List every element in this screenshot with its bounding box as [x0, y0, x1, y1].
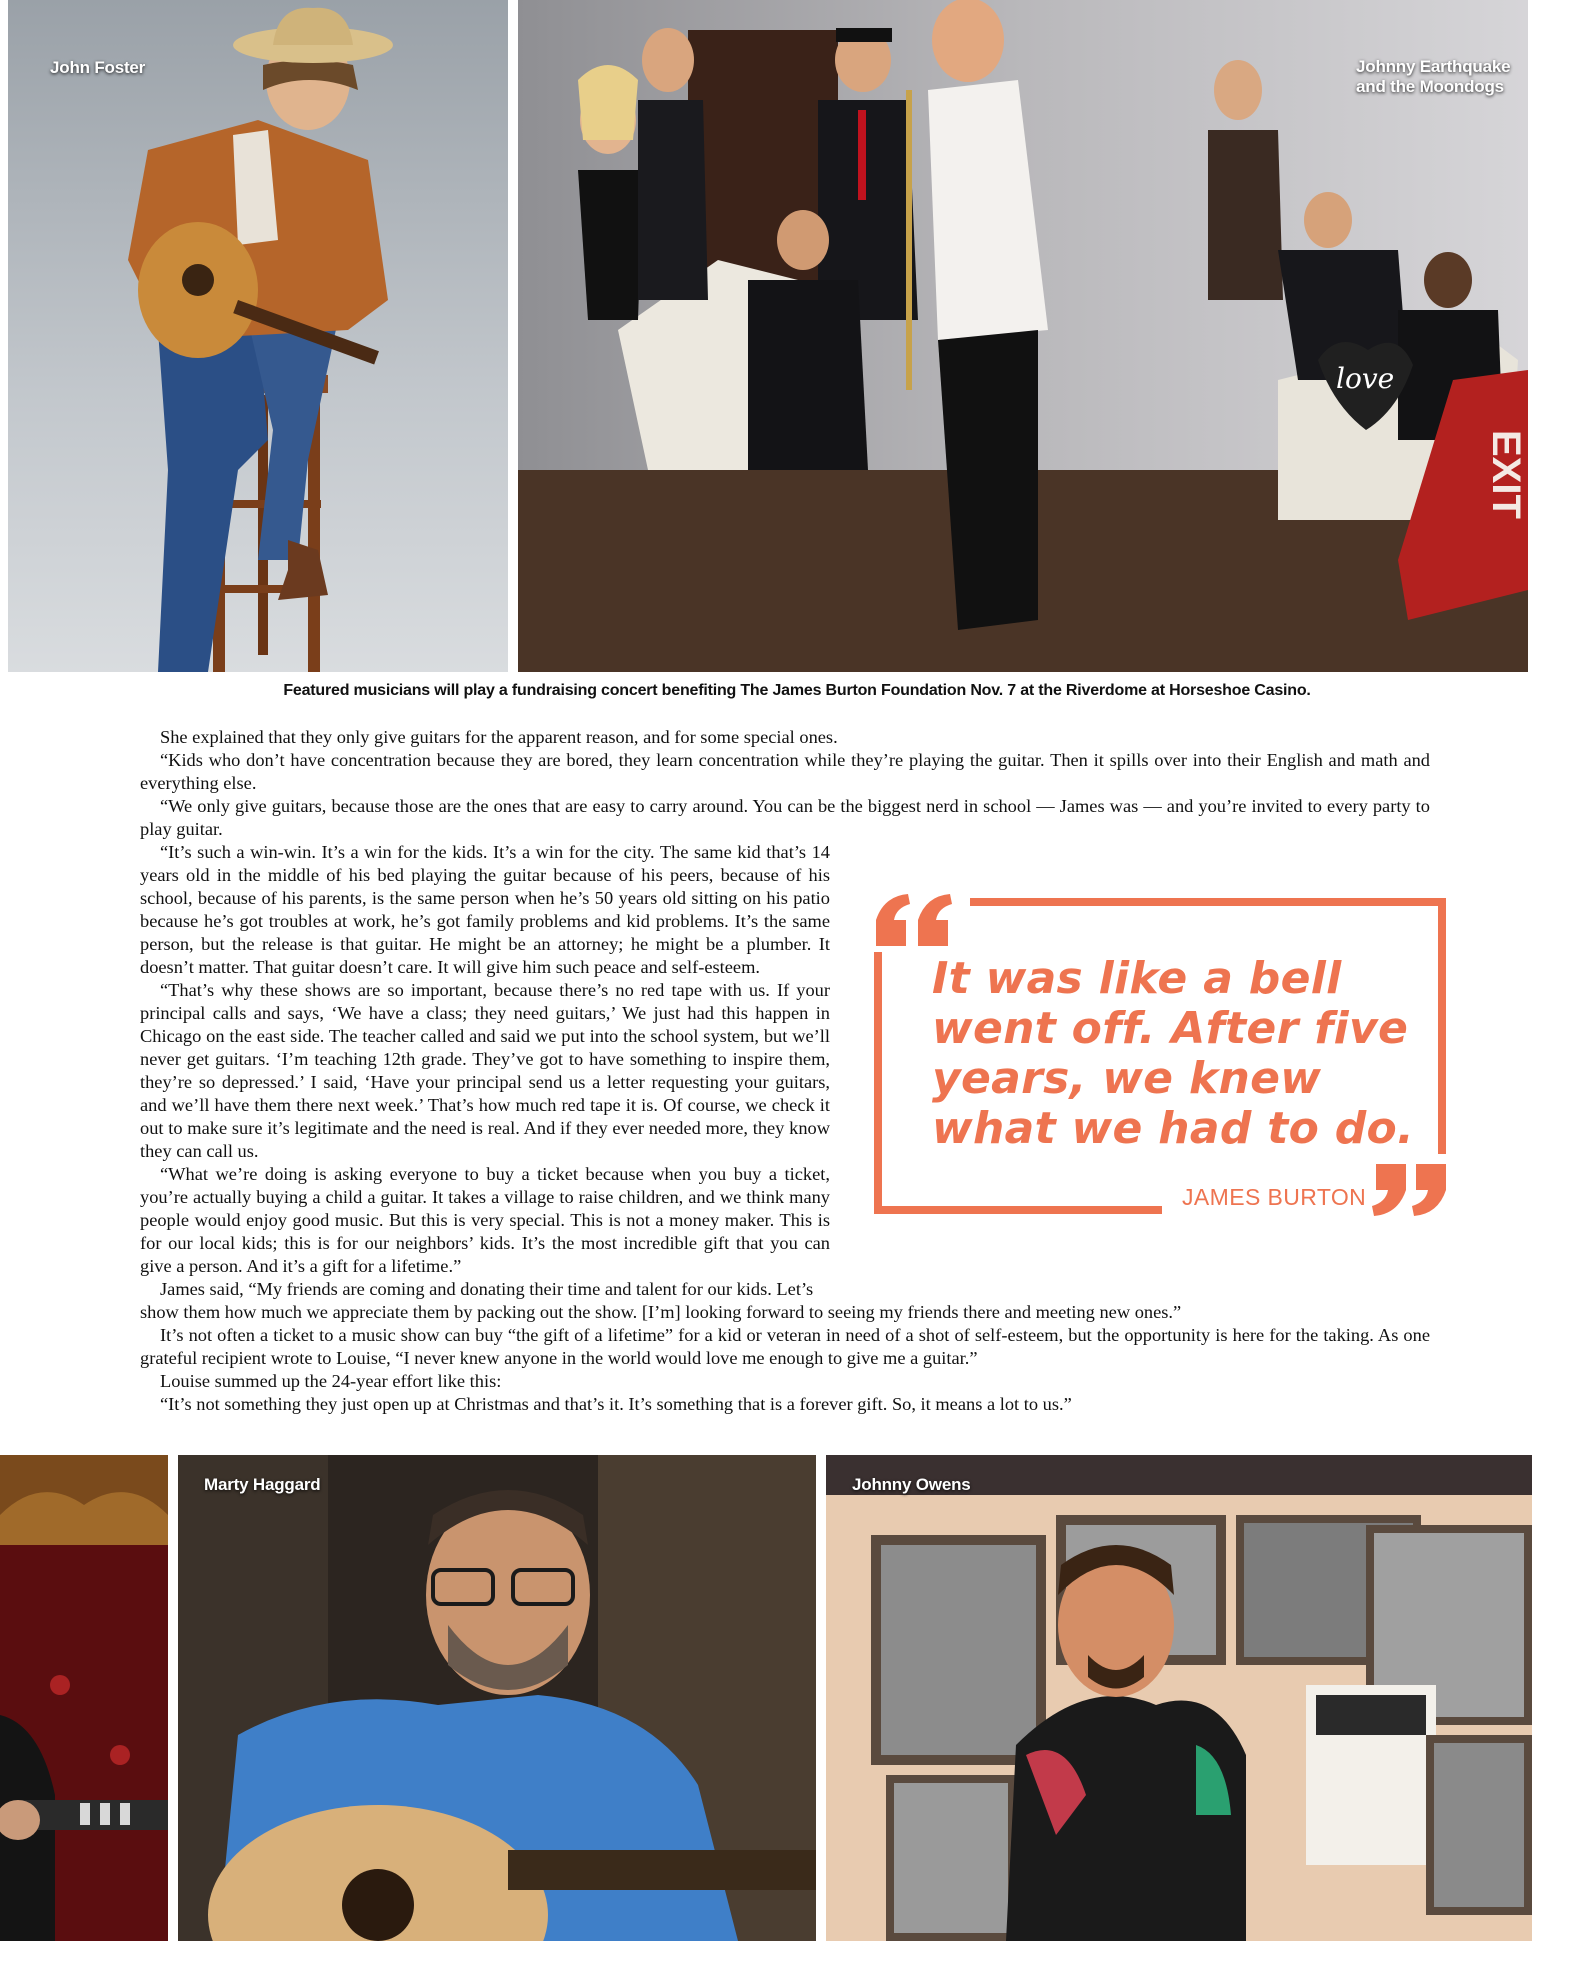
article-paragraph-7a: James said, “My friends are coming and donating their time and talent for our kids. Let’s — [160, 1279, 814, 1299]
pull-quote-attribution: JAMES BURTON — [1182, 1184, 1367, 1210]
article-paragraph-3: “We only give guitars, because those are the ones that are easy to carry around. You can be the biggest nerd in school — James was — and you’re invited to every party to play guitar. — [140, 796, 1430, 839]
marty-haggard-image — [178, 1455, 816, 1941]
close-quote-icon — [1372, 1164, 1446, 1216]
photo-johnny-owens — [826, 1455, 1532, 1941]
photo-label-johnny-owens: Johnny Owens — [852, 1475, 971, 1494]
pillow-love-text: love — [1336, 362, 1395, 395]
bottom-left-image — [0, 1455, 168, 1941]
article-paragraph-7b: show them how much we appreciate them by packing out the show. [I’m] looking forward to seeing my friends there and meeting new ones.” — [140, 1302, 1182, 1322]
article-paragraph-9: Louise summed up the 24-year effort like this: — [160, 1371, 502, 1391]
article-paragraph-1: She explained that they only give guitars for the apparent reason, and for some special ones. — [160, 727, 838, 747]
exit-sign-text: EXIT — [1484, 430, 1528, 519]
article-paragraph-6: “What we’re doing is asking everyone to buy a ticket because when you buy a ticket, you’re actually buying a child a guitar. It takes a village to raise children, and we think many people would enjoy good music. But this is very special. This is not a money maker. This is for our local kids; this is for our neighbors’ kids. It’s the most incredible gift that you can give a person. And it’s a gift for a lifetime.” — [140, 1164, 830, 1276]
article-paragraph-8: It’s not often a ticket to a music show can buy “the gift of a lifetime” for a kid or veteran in need of a shot of self-esteem, but the opportunity is here for the taking. As one grateful recipient wrote to Louise, “I never knew anyone in the world would love me enough to give me a guitar.” — [140, 1325, 1430, 1368]
photo-label-moondogs: Johnny Earthquake and the Moondogs — [1356, 57, 1511, 96]
open-quote-icon — [876, 894, 952, 946]
photo-marty-haggard — [178, 1455, 816, 1941]
article-paragraph-4: “It’s such a win-win. It’s a win for the kids. It’s a win for the city. The same kid that’s 14 years old in the middle of his bed playing the guitar because of his peers, because of his school, because of his parents, is the same person when he’s 50 years old sitting on his patio because he’s got troubles at work, he’s got family problems and kid problems. It’s the same person, but the release is that guitar. He might be an attorney; he might be a plumber. It doesn’t matter. That guitar doesn’t care. It will give him such peace and self-esteem. — [140, 842, 830, 977]
photo-label-marty-haggard: Marty Haggard — [204, 1475, 321, 1494]
article-paragraph-2: “Kids who don’t have concentration because they are bored, they learn concentration while they’re playing the guitar. Then it spills over into their English and math and everything else. — [140, 750, 1430, 793]
moondogs-image — [518, 0, 1528, 672]
article-paragraph-10: “It’s not something they just open up at Christmas and that’s it. It’s something that is a forever gift. So, it means a lot to us.” — [160, 1394, 1072, 1414]
photo-john-foster — [8, 0, 508, 672]
photo-bottom-left — [0, 1455, 168, 1941]
photo-caption: Featured musicians will play a fundraising concert benefiting The James Burton Foundation Nov. 7 at the Riverdome at Horseshoe Casino. — [283, 682, 1311, 699]
photo-label-john-foster: John Foster — [50, 58, 146, 77]
article-paragraph-5: “That’s why these shows are so important, because there’s no red tape with us. If your principal calls and says, ‘We have a class; they need guitars,’ We just had this happen in Chicago on the east side. The teacher called and said we put into the school system, but we’ll never get guitars. ‘I’m teaching 12th grade. They’ve got to have something to inspire them, they’re so depressed.’ I said, ‘Have your principal send us a letter requesting your guitars, and we’ll have them there next week.’ That’s how much red tape it is. Of course, we check it out to make sure it’s legitimate and the need is real. And if they ever needed more, they know they can call us. — [140, 980, 830, 1161]
pull-quote-text: It was like a bell went off. After five years, we knew what we had to do. — [932, 953, 1415, 1154]
photo-moondogs — [518, 0, 1528, 672]
johnny-owens-image — [826, 1455, 1532, 1941]
john-foster-image — [8, 0, 508, 672]
pull-quote — [870, 892, 1450, 1222]
